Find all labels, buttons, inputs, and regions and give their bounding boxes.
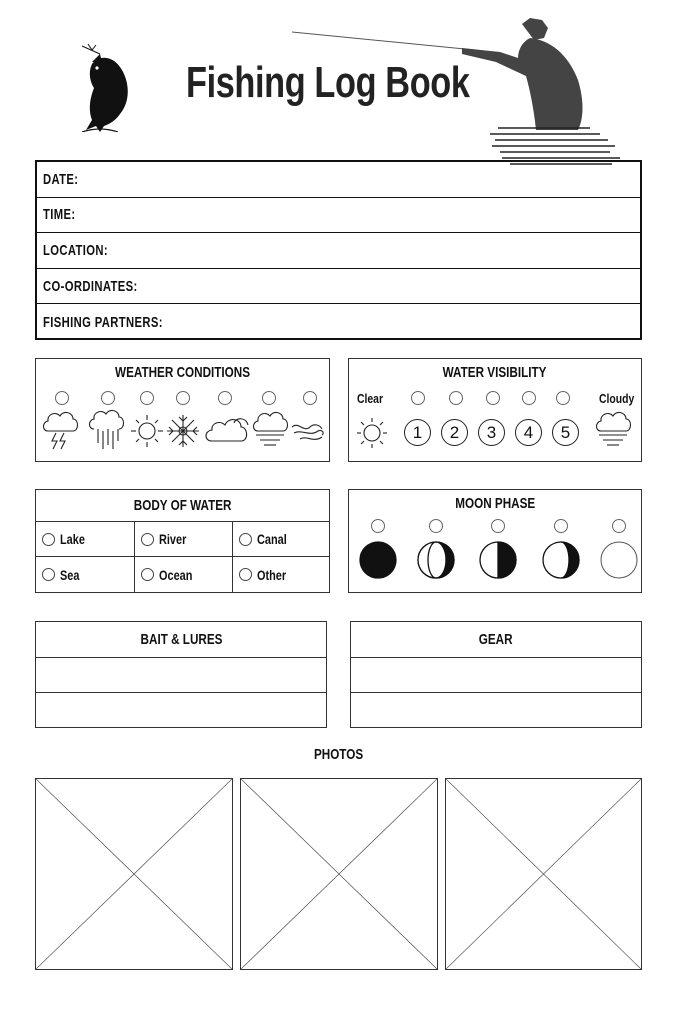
- weather-options: [36, 385, 328, 459]
- gear-box: [350, 621, 642, 728]
- page-title: Fishing Log Book: [186, 58, 470, 107]
- bait-line-2[interactable]: [36, 693, 326, 728]
- gear-line-1[interactable]: [351, 658, 641, 693]
- weather-radio-storm: [56, 392, 69, 405]
- moon-radio-full: [613, 520, 626, 533]
- sea-radio[interactable]: [42, 568, 55, 581]
- fog-icon: [254, 412, 288, 445]
- sea-label: Sea: [60, 566, 80, 583]
- rain-icon: [90, 410, 124, 449]
- body-of-water-box: [35, 489, 330, 593]
- ocean-radio[interactable]: [141, 568, 154, 581]
- jumping-fish-icon: [70, 40, 136, 132]
- date-field[interactable]: [37, 162, 640, 198]
- bait-line-1[interactable]: [36, 658, 326, 693]
- body-of-water-title: BODY OF WATER: [36, 490, 329, 522]
- photo-placeholder-3[interactable]: [445, 778, 642, 970]
- cloudy-icon: [597, 412, 631, 445]
- visibility-level-1: 1: [404, 419, 431, 446]
- visibility-level-4: 4: [515, 419, 542, 446]
- gear-title: GEAR: [351, 622, 641, 658]
- water-visibility-title: WATER VISIBILITY: [443, 364, 547, 381]
- storm-icon: [44, 412, 78, 449]
- snow-icon: [167, 415, 199, 447]
- visibility-radio-1: [412, 392, 425, 405]
- date-label: DATE:: [43, 170, 79, 188]
- water-option-ocean[interactable]: [135, 557, 233, 592]
- cloud-icon: [206, 419, 248, 441]
- visibility-radio-4: [523, 392, 536, 405]
- wind-icon: [292, 425, 323, 440]
- water-option-river[interactable]: [135, 522, 233, 557]
- fishing-partners-field[interactable]: [37, 304, 640, 340]
- time-field[interactable]: [37, 198, 640, 234]
- moon-radio-half: [492, 520, 505, 533]
- fishing-partners-label: FISHING PARTNERS:: [43, 313, 163, 331]
- photo-placeholder-2[interactable]: [240, 778, 438, 970]
- bait-lures-box: [35, 621, 327, 728]
- lake-radio[interactable]: [42, 533, 55, 546]
- visibility-radio-5: [557, 392, 570, 405]
- lake-label: Lake: [60, 531, 85, 547]
- sun-icon: [131, 415, 163, 447]
- canal-radio[interactable]: [239, 533, 252, 546]
- water-option-canal[interactable]: [233, 522, 329, 557]
- ocean-label: Ocean: [159, 566, 193, 583]
- clear-label: Clear: [357, 391, 384, 406]
- location-field[interactable]: [37, 233, 640, 269]
- other-label: Other: [257, 566, 287, 583]
- time-label: TIME:: [43, 206, 76, 224]
- gear-line-2[interactable]: [351, 693, 641, 728]
- water-option-sea[interactable]: [36, 557, 135, 592]
- visibility-radio-3: [487, 392, 500, 405]
- canal-label: Canal: [257, 531, 287, 547]
- weather-radio-sun: [141, 392, 154, 405]
- other-radio[interactable]: [239, 568, 252, 581]
- moon-phase-box: [348, 489, 642, 593]
- water-option-lake[interactable]: [36, 522, 135, 557]
- full-moon-icon: [601, 542, 637, 578]
- visibility-levels: [404, 419, 579, 446]
- visibility-level-5: 5: [552, 419, 579, 446]
- waxing-gibbous-icon: [543, 542, 579, 578]
- weather-radio-fog: [263, 392, 276, 405]
- new-moon-icon: [360, 542, 396, 578]
- river-label: River: [159, 531, 187, 547]
- clear-sun-icon: [357, 418, 387, 448]
- moon-radio-gibbous: [555, 520, 568, 533]
- weather-radio-rain: [102, 392, 115, 405]
- photos-title: PHOTOS: [314, 746, 364, 763]
- weather-radio-snow: [177, 392, 190, 405]
- weather-conditions-box: [35, 358, 330, 462]
- river-radio[interactable]: [141, 533, 154, 546]
- location-label: LOCATION:: [43, 241, 109, 259]
- first-quarter-icon: [418, 542, 454, 578]
- half-moon-icon: [480, 542, 516, 578]
- water-visibility-box: [348, 358, 642, 462]
- coordinates-label: CO-ORDINATES:: [43, 277, 138, 295]
- weather-radio-cloud: [219, 392, 232, 405]
- bait-lures-title: BAIT & LURES: [36, 622, 326, 658]
- water-option-other[interactable]: [233, 557, 329, 592]
- moon-phase-title: MOON PHASE: [455, 495, 535, 512]
- trip-info-table: [35, 160, 642, 340]
- cloudy-label: Cloudy: [599, 391, 635, 406]
- weather-conditions-title: WEATHER CONDITIONS: [115, 364, 250, 381]
- moon-radio-new: [372, 520, 385, 533]
- visibility-level-3: 3: [478, 419, 505, 446]
- moon-radio-first-quarter: [430, 520, 443, 533]
- coordinates-field[interactable]: [37, 269, 640, 305]
- moon-phase-options: [349, 514, 641, 592]
- weather-radio-wind: [304, 392, 317, 405]
- visibility-radio-2: [450, 392, 463, 405]
- photo-placeholder-1[interactable]: [35, 778, 233, 970]
- visibility-level-2: 2: [441, 419, 468, 446]
- fisherman-icon: [290, 10, 630, 170]
